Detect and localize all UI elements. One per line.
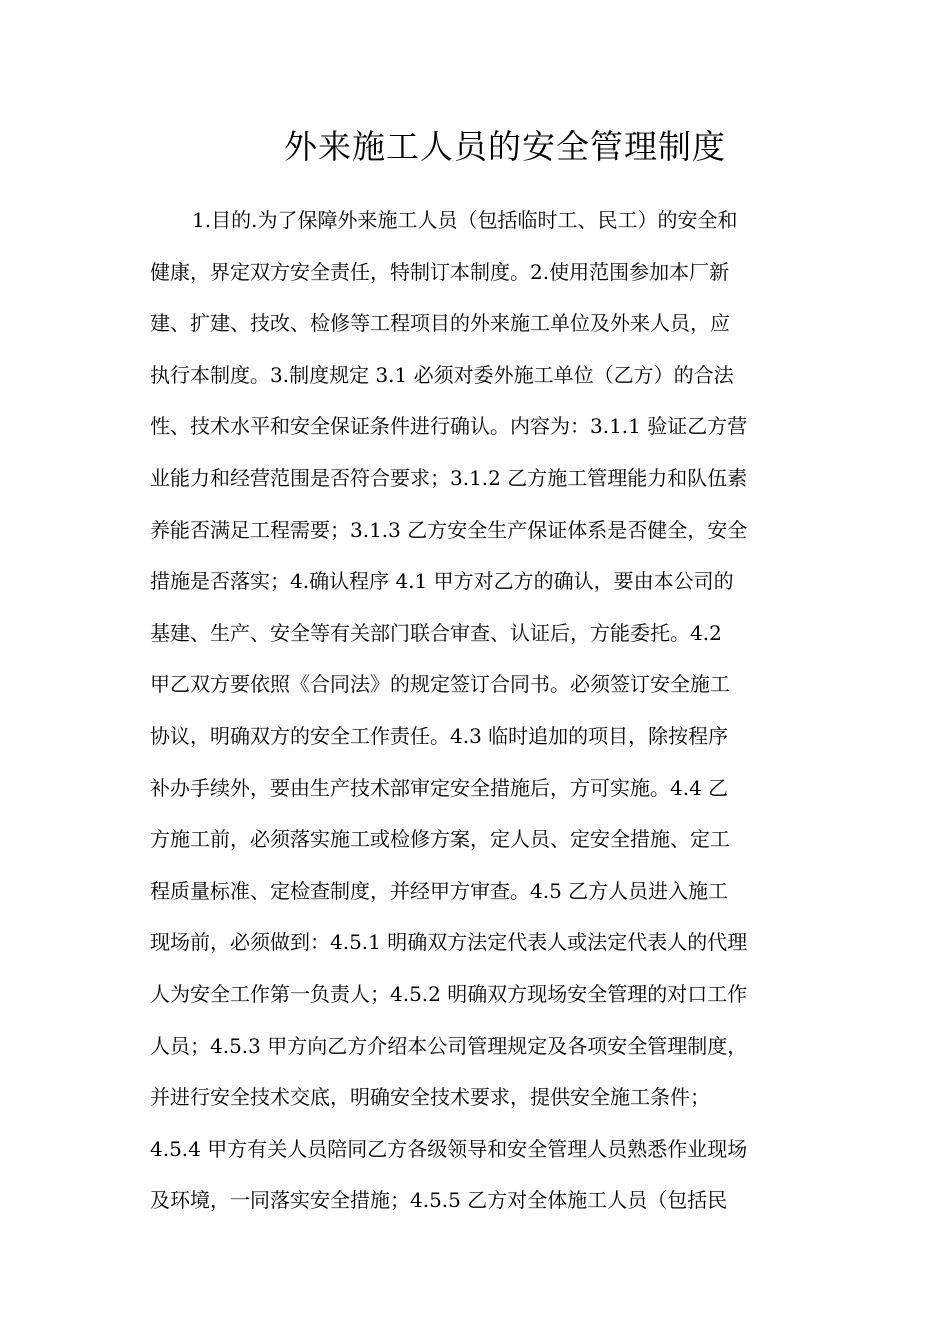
body-line: 及环境，一同落实安全措施；4.5.5 乙方对全体施工人员（包括民 <box>150 1188 728 1213</box>
body-line: 现场前，必须做到：4.5.1 明确双方法定代表人或法定代表人的代理 <box>150 930 748 955</box>
body-line: 协议，明确双方的安全工作责任。4.3 临时追加的项目，除按程序 <box>150 723 729 748</box>
body-line: 方施工前，必须落实施工或检修方案，定人员、定安全措施、定工 <box>150 827 730 852</box>
body-line: 并进行安全技术交底，明确安全技术要求，提供安全施工条件； <box>150 1085 710 1110</box>
document-title: 外来施工人员的安全管理制度 <box>284 127 726 166</box>
body-line: 措施是否落实；4.确认程序 4.1 甲方对乙方的确认，要由本公司的 <box>150 569 734 594</box>
body-line: 1.目的.为了保障外来施工人员（包括临时工、民工）的安全和 <box>192 208 738 232</box>
body-line: 人员；4.5.3 甲方向乙方介绍本公司管理规定及各项安全管理制度， <box>150 1033 748 1058</box>
body-line: 健康，界定双方安全责任，特制订本制度。2.使用范围参加本厂新 <box>150 259 730 284</box>
body-line: 业能力和经营范围是否符合要求；3.1.2 乙方施工管理能力和队伍素 <box>150 465 748 490</box>
body-line: 基建、生产、安全等有关部门联合审查、认证后，方能委托。4.2 <box>150 620 722 645</box>
body-line: 甲乙双方要依照《合同法》的规定签订合同书。必须签订安全施工 <box>150 672 730 697</box>
body-line: 执行本制度。3.制度规定 3.1 必须对委外施工单位（乙方）的合法 <box>150 362 734 387</box>
body-line: 建、扩建、技改、检修等工程项目的外来施工单位及外来人员，应 <box>150 311 730 336</box>
body-line: 补办手续外，要由生产技术部审定安全措施后，方可实施。4.4 乙 <box>150 775 729 800</box>
body-line: 程质量标准、定检查制度，并经甲方审查。4.5 乙方人员进入施工 <box>150 878 729 903</box>
body-line: 性、技术水平和安全保证条件进行确认。内容为：3.1.1 验证乙方营 <box>150 414 748 439</box>
document-body <box>150 195 810 1227</box>
body-line: 4.5.4 甲方有关人员陪同乙方各级领导和安全管理人员熟悉作业现场 <box>150 1136 748 1161</box>
body-line: 人为安全工作第一负责人；4.5.2 明确双方现场安全管理的对口工作 <box>150 981 748 1006</box>
body-line: 养能否满足工程需要；3.1.3 乙方安全生产保证体系是否健全，安全 <box>150 517 748 542</box>
